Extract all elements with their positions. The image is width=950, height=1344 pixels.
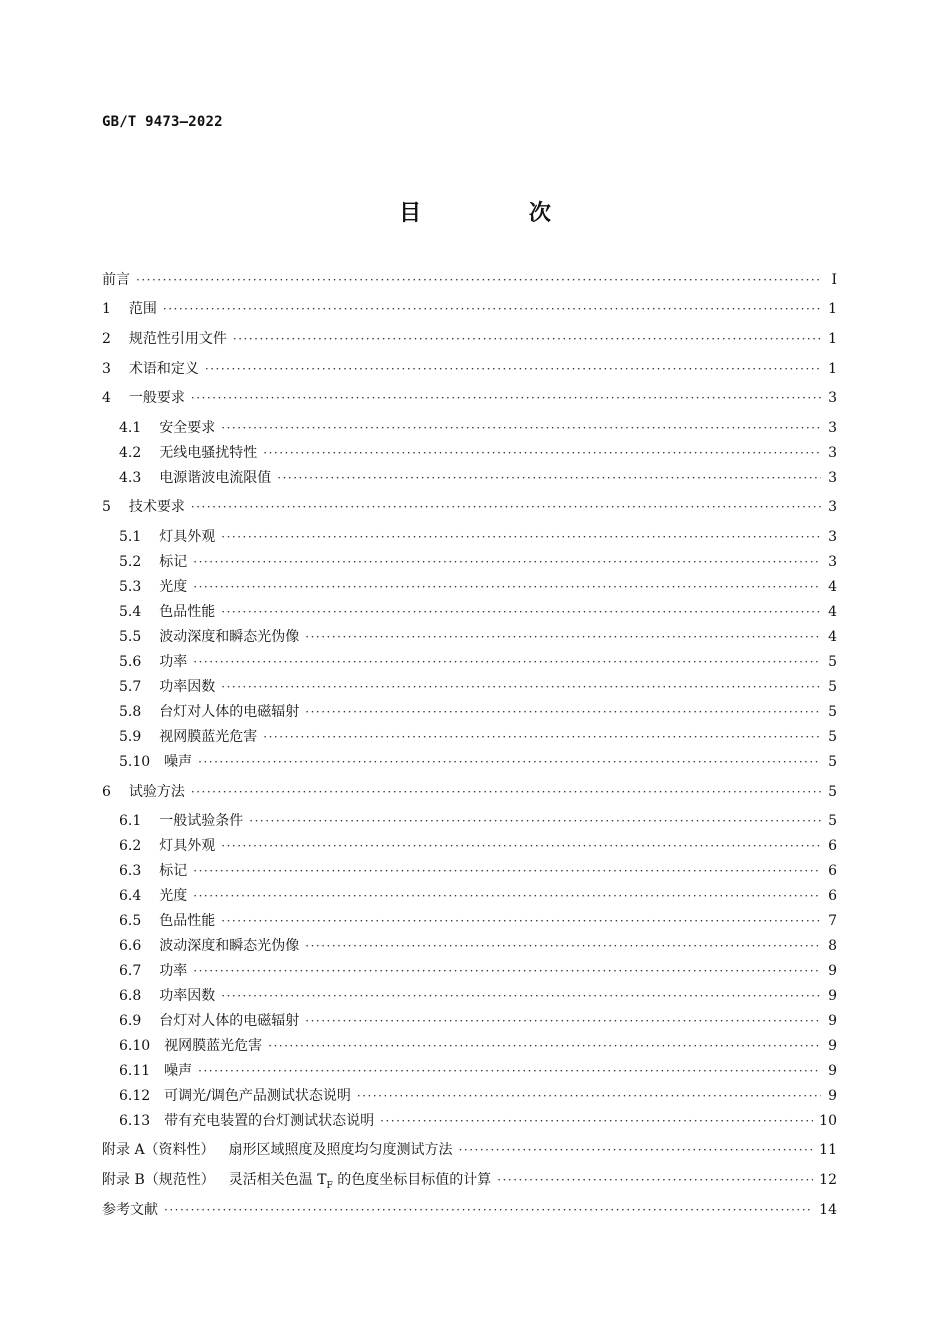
toc-entry-number: 6.8 [119,988,142,1004]
toc-entry-number: 6.1 [119,813,142,829]
toc-entry-number: 3 [102,361,111,377]
toc-entry-label-tail: 的色度坐标目标值的计算 [332,1172,492,1188]
toc-entry[interactable] [119,627,837,647]
toc-entry-page: 12 [819,1172,837,1188]
toc-entry-label [159,961,187,981]
toc-leader-dots [277,468,821,488]
toc-leader-dots [193,652,821,672]
toc-entry[interactable] [102,1200,837,1220]
toc-entry-label [159,577,187,597]
toc-entry-number: 5.2 [119,554,142,570]
toc-leader-dots [221,418,821,438]
toc-entry-page: 9 [828,1038,837,1054]
toc-entry[interactable] [119,936,837,956]
toc-entry-label-text: 台灯对人体的电磁辐射 [159,1013,300,1029]
toc-entry[interactable] [102,299,837,319]
toc-entry-page: 3 [828,445,837,461]
toc-entry-label-text: 功率因数 [159,679,216,695]
toc-entry-page: 5 [828,784,837,800]
toc-entry[interactable] [119,443,837,463]
toc-entry-label [129,497,185,517]
toc-leader-dots [193,861,821,881]
toc-entry[interactable] [119,677,837,697]
toc-entry-number: 6.12 [119,1088,151,1104]
toc-entry-label-text: 噪声 [164,754,193,770]
toc-entry-label [159,861,187,881]
toc-leader-dots [221,527,821,547]
toc-leader-dots [268,1036,821,1056]
toc-entry-label [159,836,215,856]
toc-leader-dots [305,936,821,956]
toc-entry-page: 4 [828,604,837,620]
toc-entry-label-text: 视网膜蓝光危害 [164,1038,263,1054]
toc-entry[interactable] [119,602,837,622]
toc-entry-number: 6.6 [119,938,142,954]
toc-entry-label-text: 一般要求 [128,390,185,406]
toc-entry-number: 6.3 [119,863,142,879]
toc-entry-label-text: 技术要求 [128,499,185,515]
toc-leader-dots [380,1111,813,1131]
toc-entry-number: 6.13 [119,1113,151,1129]
toc-entry-number: 5.4 [119,604,142,620]
toc-leader-dots [198,752,821,772]
toc-entry-label-text: 电源谐波电流限值 [159,470,272,486]
toc-entry-label [159,418,215,438]
toc-entry-label [129,782,185,802]
toc-leader-dots [221,836,821,856]
toc-entry[interactable] [119,886,837,906]
toc-entry-page: 3 [828,499,837,515]
toc-entry-page: 6 [828,888,837,904]
toc-leader-dots [221,677,821,697]
toc-entry-label-text: 可调光/调色产品测试状态说明 [164,1088,351,1104]
toc-entry-label [159,677,215,697]
toc-entry-number: 6.7 [119,963,142,979]
toc-entry-number: 6.2 [119,838,142,854]
toc-entry-number: 4.1 [119,420,142,436]
toc-entry-label-text: 噪声 [164,1063,193,1079]
toc-entry-page: 1 [828,331,837,347]
toc-entry[interactable] [119,986,837,1006]
toc-entry[interactable] [102,388,837,408]
toc-entry[interactable] [102,497,837,517]
toc-entry-label [159,627,299,647]
toc-entry-label-text: 色品性能 [159,604,216,620]
toc-leader-dots [193,552,821,572]
toc-entry-page: 7 [828,913,837,929]
toc-entry-page: 4 [828,629,837,645]
toc-entry[interactable] [102,329,837,349]
toc-entry-label [159,1011,299,1031]
toc-leader-dots [193,961,821,981]
toc-entry[interactable] [102,1140,837,1160]
toc-entry-label [159,986,215,1006]
toc-entry-page: 10 [819,1113,837,1129]
toc-entry[interactable] [119,752,837,772]
toc-entry-label-text: 扇形区域照度及照度均匀度测试方法 [228,1142,453,1158]
toc-entry-page: 4 [828,579,837,595]
toc-entry-page: 3 [828,554,837,570]
toc-entry-label [164,752,192,772]
toc-entry[interactable] [119,836,837,856]
toc-entry-label-text: 视网膜蓝光危害 [159,729,258,745]
toc-entry-label-text: 标记 [159,554,188,570]
toc-entry-label-text: 参考文献 [102,1202,158,1218]
toc-entry-label [159,702,299,722]
toc-entry-page: 5 [828,704,837,720]
toc-entry-number: 6.11 [119,1063,151,1079]
toc-entry[interactable] [119,468,837,488]
toc-leader-dots [221,911,821,931]
toc-entry-number: 1 [102,301,111,317]
toc-entry-number: 6.5 [119,913,142,929]
toc-entry[interactable] [119,1086,837,1106]
toc-entry-page: I [831,272,837,288]
toc-leader-dots [163,299,821,319]
toc-entry-label [159,811,243,831]
toc-entry-number: 5.6 [119,654,142,670]
toc-entry-label-text: 色品性能 [159,913,216,929]
toc-entry-label [159,886,187,906]
toc-entry[interactable] [102,1170,837,1190]
toc-leader-dots [191,782,821,802]
toc-entry-label-text: 术语和定义 [128,361,199,377]
toc-entry-label [129,329,227,349]
toc-leader-dots [193,886,821,906]
toc-entry-number: 附录 B（规范性） [102,1172,215,1188]
toc-entry-label-text: 光度 [159,888,188,904]
toc-entry-page: 9 [828,1088,837,1104]
toc-entry-number: 5.7 [119,679,142,695]
toc-entry-page: 8 [828,938,837,954]
toc-leader-dots [205,359,821,379]
toc-leader-dots [191,497,821,517]
toc-entry-label [159,652,187,672]
toc-title: 目 次 [399,201,601,226]
toc-entry-label [164,1111,374,1131]
toc-entry[interactable] [119,911,837,931]
toc-entry[interactable] [119,1111,837,1131]
toc-entry-label-text: 功率因数 [159,988,216,1004]
toc-entry-label [102,1200,158,1220]
toc-entry-label-text: 灯具外观 [159,838,216,854]
toc-entry-label-text: 波动深度和瞬态光伪像 [159,629,300,645]
toc-entry-label-text: 一般试验条件 [159,813,244,829]
toc-entry-label [159,552,187,572]
standard-number: GB/T 9473—2022 [102,114,223,130]
toc-entry-page: 3 [828,420,837,436]
toc-entry-label-text: 安全要求 [159,420,216,436]
toc-entry-page: 5 [828,654,837,670]
toc-entry-label-text: 功率 [159,654,188,670]
toc-entry[interactable] [119,727,837,747]
toc-entry[interactable] [102,359,837,379]
toc-entry-label-text: 台灯对人体的电磁辐射 [159,704,300,720]
toc-entry-label-text: 规范性引用文件 [128,331,227,347]
toc-leader-dots [191,388,821,408]
toc-entry-number: 5.10 [119,754,151,770]
toc-entry-label-text: 标记 [159,863,188,879]
toc-entry-label-text: 试验方法 [128,784,185,800]
toc-leader-dots [193,577,821,597]
toc-entry[interactable] [119,552,837,572]
toc-entry-label [129,359,199,379]
toc-entry[interactable] [119,418,837,438]
toc-entry-label [164,1086,351,1106]
toc-entry-page: 5 [828,813,837,829]
toc-entry-label-text: 灵活相关色温 T [228,1172,327,1188]
toc-leader-dots [459,1140,814,1160]
toc-entry[interactable] [119,1061,837,1081]
toc-leader-dots [164,1200,813,1220]
toc-entry[interactable] [119,652,837,672]
toc-entry[interactable] [119,702,837,722]
toc-entry-label-text: 波动深度和瞬态光伪像 [159,938,300,954]
toc-entry-number: 6.10 [119,1038,151,1054]
toc-entry-label [102,270,130,290]
toc-entry[interactable] [119,527,837,547]
toc-entry-label [159,727,257,747]
toc-entry-number: 2 [102,331,111,347]
toc-entry-page: 3 [828,390,837,406]
toc-entry-number: 6 [102,784,111,800]
toc-entry[interactable] [119,961,837,981]
toc-entry[interactable] [102,782,837,802]
toc-entry-number: 6.4 [119,888,142,904]
toc-entry-label [229,1170,492,1196]
toc-entry-page: 5 [828,679,837,695]
toc-entry-label [159,602,215,622]
toc-entry-page: 9 [828,1063,837,1079]
toc-leader-dots [136,270,821,290]
toc-entry-number: 5.8 [119,704,142,720]
toc-leader-dots [263,443,821,463]
toc-entry-page: 1 [828,361,837,377]
toc-entry-page: 9 [828,988,837,1004]
toc-entry-number: 5.5 [119,629,142,645]
toc-leader-dots [263,727,821,747]
toc-entry-page: 1 [828,301,837,317]
toc-entry-page: 5 [828,729,837,745]
toc-entry-page: 5 [828,754,837,770]
toc-entry-page: 3 [828,470,837,486]
toc-leader-dots [357,1086,821,1106]
toc-leader-dots [233,329,821,349]
toc-entry-number: 附录 A（资料性） [102,1142,215,1158]
toc-leader-dots [249,811,821,831]
toc-entry-label [129,299,157,319]
toc-entry-label [164,1036,262,1056]
toc-entry-page: 9 [828,963,837,979]
toc-entry-number: 6.9 [119,1013,142,1029]
toc-entry-label-text: 范围 [128,301,157,317]
toc-entry-label-text: 功率 [159,963,188,979]
toc-entry-label-text: 前言 [102,272,130,288]
toc-entry[interactable] [102,270,837,290]
toc-entry-number: 4.3 [119,470,142,486]
toc-entry-number: 5.9 [119,729,142,745]
toc-entry-label-text: 灯具外观 [159,529,216,545]
toc-entry-page: 6 [828,838,837,854]
toc-entry-label [159,911,215,931]
toc-entry[interactable] [119,577,837,597]
toc-entry-number: 4.2 [119,445,142,461]
toc-leader-dots [198,1061,821,1081]
toc-entry[interactable] [119,1036,837,1056]
toc-leader-dots [497,1170,813,1190]
toc-entry-page: 3 [828,529,837,545]
toc-leader-dots [305,1011,821,1031]
toc-entry-label [159,443,257,463]
toc-entry-page: 14 [819,1202,837,1218]
toc-entry-label [159,936,299,956]
toc-entry-label-text: 无线电骚扰特性 [159,445,258,461]
toc-entry-label [129,388,185,408]
toc-leader-dots [221,602,821,622]
toc-entry-page: 11 [819,1142,837,1158]
toc-leader-dots [221,986,821,1006]
toc-entry-label [159,527,215,547]
toc-entry-label-subscript: F [326,1180,333,1191]
toc-entry-number: 5.1 [119,529,142,545]
toc-entry-label [164,1061,192,1081]
toc-entry-label-text: 光度 [159,579,188,595]
toc-entry-page: 6 [828,863,837,879]
toc-entry-label-text: 带有充电装置的台灯测试状态说明 [164,1113,375,1129]
toc-entry-page: 9 [828,1013,837,1029]
toc-entry-number: 5.3 [119,579,142,595]
toc-entry-number: 4 [102,390,111,406]
toc-entry[interactable] [119,811,837,831]
toc-leader-dots [305,627,821,647]
toc-leader-dots [305,702,821,722]
toc-entry[interactable] [119,1011,837,1031]
toc-entry[interactable] [119,861,837,881]
toc-entry-label [229,1140,453,1160]
toc-entry-number: 5 [102,499,111,515]
toc-entry-label [159,468,271,488]
